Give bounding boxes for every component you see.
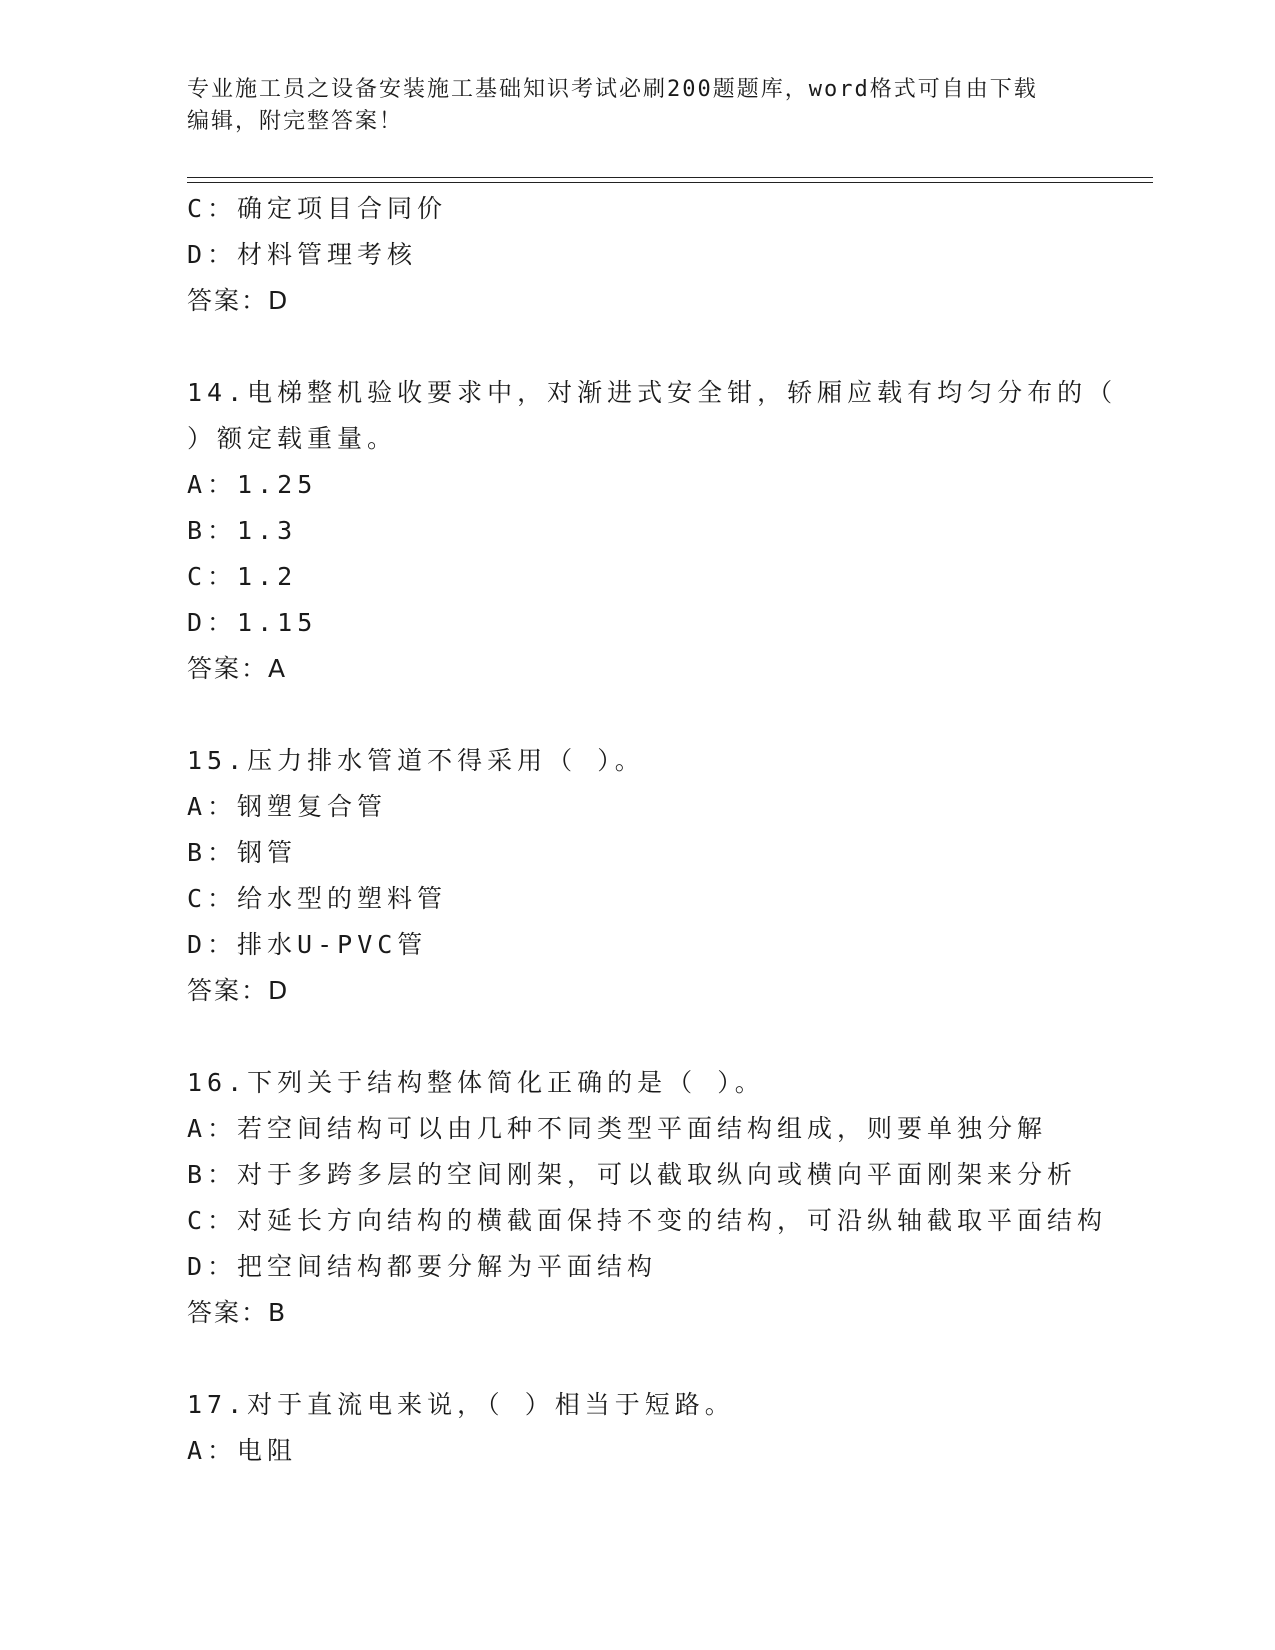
question-16-option-a: A：若空间结构可以由几种不同类型平面结构组成，则要单独分解 (187, 1114, 1048, 1143)
question-16-stem: 16.下列关于结构整体简化正确的是（ ）。 (187, 1068, 765, 1097)
question-15-option-b: B：钢管 (187, 838, 298, 867)
header-title-line-2: 编辑，附完整答案！ (187, 109, 404, 134)
question-16-option-d: D：把空间结构都要分解为平面结构 (187, 1252, 658, 1281)
header-divider-top (187, 177, 1153, 178)
header-divider-bottom (187, 182, 1153, 183)
document-header (187, 74, 1067, 138)
question-17-option-a: A：电阻 (187, 1436, 298, 1465)
question-14-answer: 答案：A (187, 654, 288, 683)
question-17-stem: 17.对于直流电来说，（ ）相当于短路。 (187, 1390, 735, 1419)
spacer (187, 692, 1087, 738)
option-d: D：材料管理考核 (187, 240, 418, 269)
question-16-answer: 答案：B (187, 1298, 288, 1327)
question-16-option-b: B：对于多跨多层的空间刚架，可以截取纵向或横向平面刚架来分析 (187, 1160, 1078, 1189)
spacer (187, 1014, 1087, 1060)
answer-line: 答案：D (187, 286, 290, 315)
question-15-option-c: C：给水型的塑料管 (187, 884, 448, 913)
question-15-stem: 15.压力排水管道不得采用（ ）。 (187, 746, 645, 775)
question-14-option-c: C：1.2 (187, 562, 298, 591)
option-c: C：确定项目合同价 (187, 194, 448, 223)
question-14-option-b: B：1.3 (187, 516, 298, 545)
question-16-option-c: C：对延长方向结构的横截面保持不变的结构，可沿纵轴截取平面结构 (187, 1206, 1108, 1235)
question-14-option-d: D：1.15 (187, 608, 318, 637)
question-14-stem-line-2: ）额定载重量。 (187, 424, 398, 453)
question-14-stem-line-1: 14.电梯整机验收要求中，对渐进式安全钳，轿厢应载有均匀分布的（ (187, 378, 1118, 407)
question-15-option-a: A：钢塑复合管 (187, 792, 388, 821)
question-15-option-d: D：排水U-PVC管 (187, 930, 428, 959)
question-14-option-a: A：1.25 (187, 470, 318, 499)
question-list (187, 186, 1118, 1474)
header-title-line-1: 专业施工员之设备安装施工基础知识考试必刷200题题库，word格式可自由下载 (187, 77, 1038, 102)
spacer (187, 1336, 1087, 1382)
spacer (187, 324, 1087, 370)
question-15-answer: 答案：D (187, 976, 290, 1005)
